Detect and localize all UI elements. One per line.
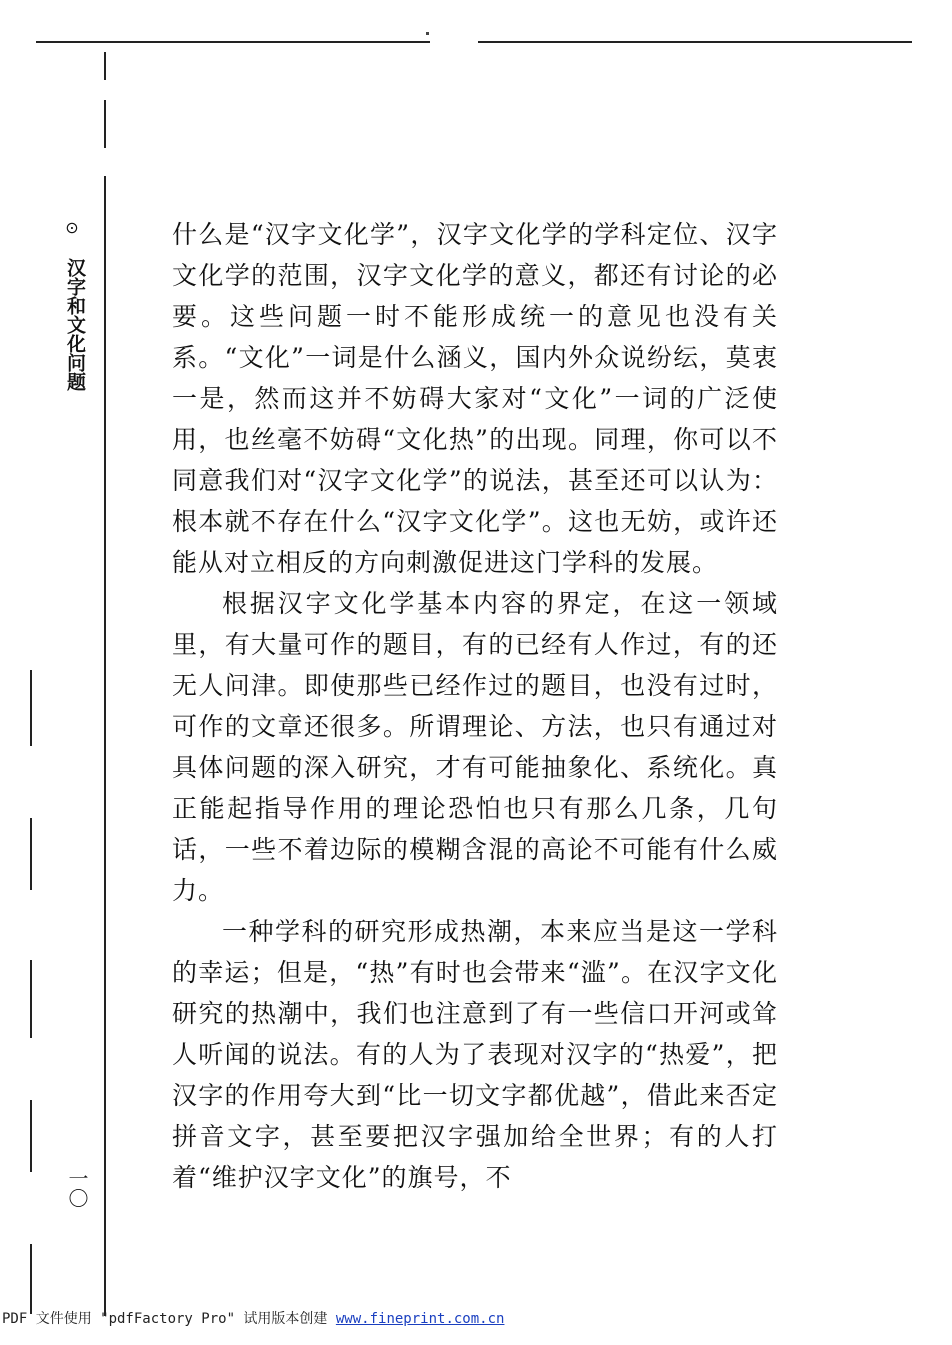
margin-line-outer-4 bbox=[30, 1100, 32, 1172]
running-head-title: 汉字和文化问题 bbox=[64, 258, 86, 391]
margin-line-main bbox=[104, 176, 106, 1316]
sidebar-circle-dot-icon: ⊙ bbox=[65, 218, 79, 237]
footer-link[interactable]: www.fineprint.com.cn bbox=[335, 1311, 505, 1327]
paragraph-1: 什么是“汉字文化学”，汉字文化学的学科定位、汉字文化学的范围，汉字文化学的意义，都还有讨论的必要。这些问题一时不能形成统一的意见也没有关系。“文化”一词是什么涵义，国内外众说纷纭，莫衷一是，然而这并不妨碍大家对“文化”一词的广泛使用，也丝毫不妨碍“文化热”的出现。同理，你可以不同意我们对“汉字文化学”的说法，甚至还可以认为：根本就不存在什么“汉字文化学”。这也无妨，或许还能从对立相反的方向刺激促进这门学科的发展。 bbox=[172, 220, 778, 577]
footer-text: PDF 文件使用 "pdfFactory Pro" 试用版本创建 bbox=[2, 1311, 336, 1327]
page-number: 一〇 bbox=[65, 1168, 89, 1208]
top-rule-gap bbox=[430, 41, 478, 43]
body-text bbox=[172, 214, 778, 1198]
margin-line-outer-5 bbox=[30, 1244, 32, 1314]
margin-line-upper bbox=[104, 52, 106, 80]
margin-line-outer-2 bbox=[30, 818, 32, 890]
paragraph-3: 一种学科的研究形成热潮，本来应当是这一学科的幸运；但是，“热”有时也会带来“滥”。在汉字文化研究的热潮中，我们也注意到了有一些信口开河或耸人听闻的说法。有的人为了表现对汉字的“热爱”，把汉字的作用夸大到“比一切文字都优越”，借此来否定拼音文字，甚至要把汉字强加给全世界；有的人打着“维护汉字文化”的旗号，不 bbox=[172, 917, 778, 1192]
pdf-watermark-footer bbox=[2, 1310, 504, 1328]
paragraph-2: 根据汉字文化学基本内容的界定，在这一领域里，有大量可作的题目，有的已经有人作过，有的还无人问津。即使那些已经作过的题目，也没有过时，可作的文章还很多。所谓理论、方法，也只有通过对具体问题的深入研究，才有可能抽象化、系统化。真正能起指导作用的理论恐怕也只有那么几条，几句话，一些不着边际的模糊含混的高论不可能有什么威力。 bbox=[172, 589, 778, 905]
margin-line-upper-2 bbox=[104, 100, 106, 148]
margin-line-outer-1 bbox=[30, 670, 32, 746]
top-tick-mark bbox=[426, 32, 429, 35]
margin-line-outer-3 bbox=[30, 960, 32, 1038]
